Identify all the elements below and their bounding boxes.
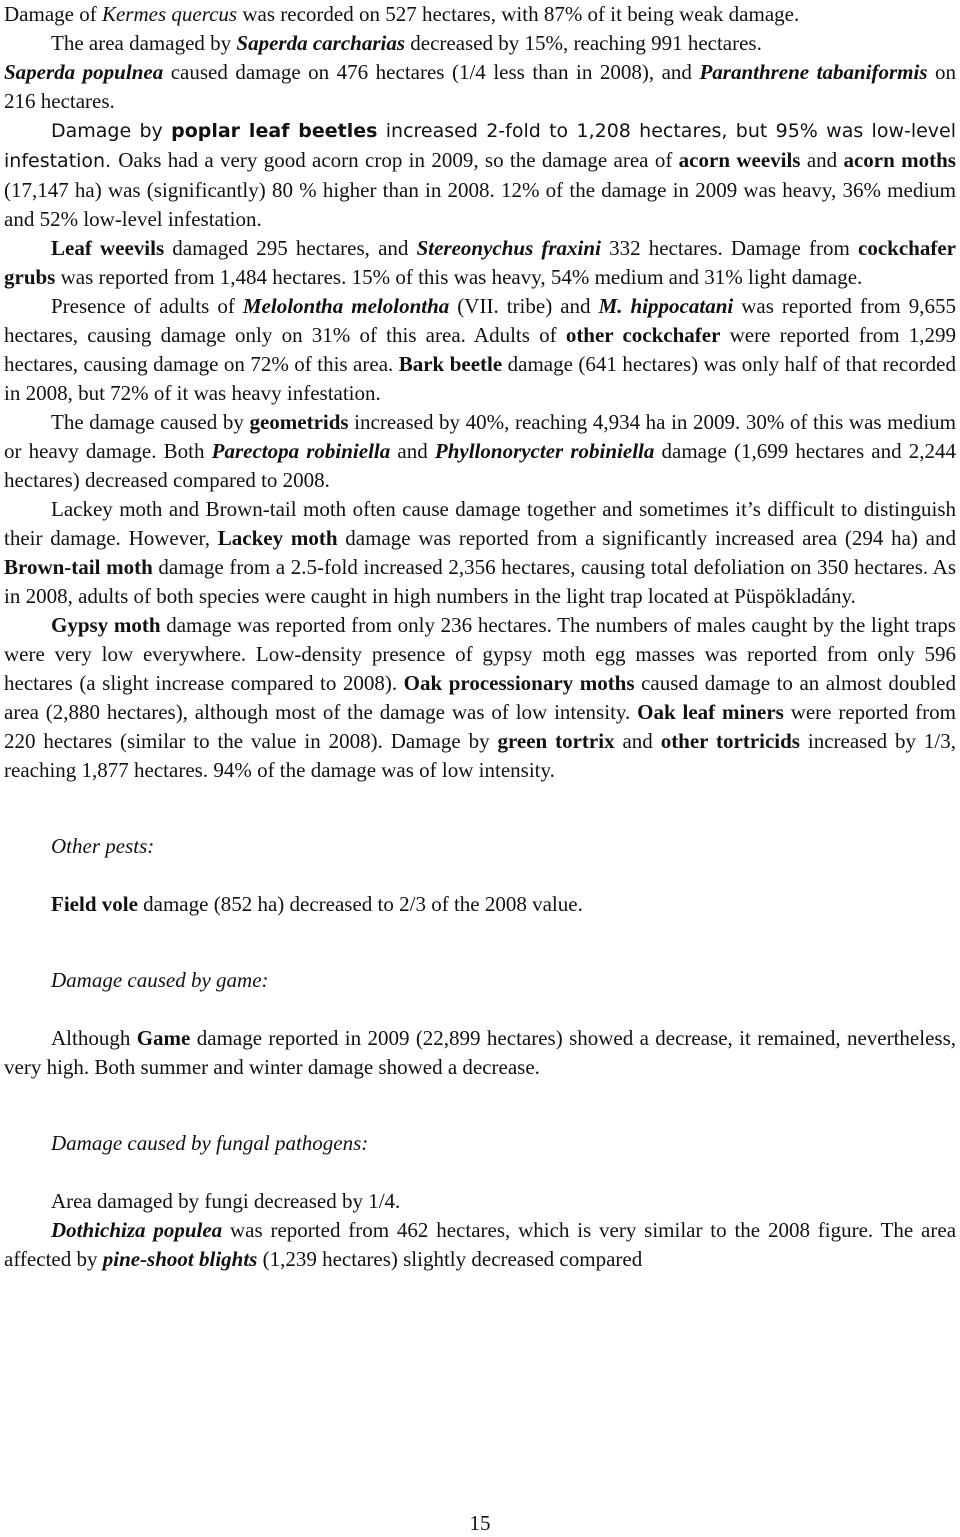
text: damage (852 ha) decreased to 2/3 of the 2008 value. — [137, 892, 583, 916]
pest-name: Game — [136, 1026, 191, 1050]
paragraph-saperda-carcharias — [4, 29, 956, 58]
spacer — [4, 995, 956, 1024]
paragraph-kermes — [4, 0, 956, 29]
section-heading-fungal-pathogens: Damage caused by fungal pathogens: — [51, 1131, 369, 1155]
paragraph-game — [4, 1024, 956, 1082]
pest-name: Lackey moth — [217, 526, 338, 550]
text: The damage caused by — [51, 410, 250, 434]
species-name: Phyllonorycter robiniella — [434, 439, 655, 463]
pest-name: Leaf weevils — [51, 236, 165, 260]
species-name: Stereonychus fraxini — [416, 236, 601, 260]
species-name: Parectopa robiniella — [211, 439, 391, 463]
pest-name: Field vole — [51, 892, 138, 916]
text: Oaks had a very good acorn crop in 2009, so the damage area of — [118, 148, 679, 172]
text: and — [390, 439, 435, 463]
text: and — [614, 729, 661, 753]
spacer — [4, 919, 956, 966]
text: Presence of adults of — [51, 294, 243, 318]
text: increased 2-fold to 1,208 hectares, but 95% was low-level infestation. — [4, 120, 957, 172]
text: 332 hectares. Damage from — [600, 236, 859, 260]
text: Although — [51, 1026, 137, 1050]
pest-name: Gypsy moth — [51, 613, 161, 637]
text: Lackey moth and Brown-tail moth often cause damage together and sometimes it’s difficult to distinguish their damage. However, — [4, 497, 956, 550]
text: decreased by 15%, reaching 991 hectares. — [405, 31, 762, 55]
spacer — [4, 785, 956, 832]
document-body — [4, 0, 956, 1274]
section-heading-other-pests: Other pests: — [51, 834, 155, 858]
species-name: Melolontha melolontha — [242, 294, 450, 318]
text: Damage of — [4, 2, 102, 26]
species-name: Dothichiza populea — [51, 1218, 223, 1242]
pest-name: Oak leaf miners — [637, 700, 784, 724]
pest-name: Brown-tail moth — [4, 555, 153, 579]
text: damage was reported from only 236 hectares. The numbers of males caught by the light traps were very low everywhere. Low-density presence of gypsy moth egg masses was reported from only 596 hectares (a slight increase compared to 2008). — [4, 613, 956, 695]
species-name: Saperda carcharias — [236, 31, 406, 55]
paragraph-lackey-moth — [4, 495, 956, 611]
text: Area damaged by fungi decreased by 1/4. — [51, 1189, 401, 1213]
text: and — [800, 148, 844, 172]
pest-name: Oak processionary moths — [403, 671, 635, 695]
text: were reported from 220 hectares (similar to the value in 2008). Damage by — [4, 700, 956, 753]
text: increased by 40%, reaching 4,934 ha in 2009. 30% of this was medium or heavy damage. Both — [4, 410, 956, 463]
text: (VII. tribe) and — [449, 294, 599, 318]
spacer — [4, 861, 956, 890]
pest-name: poplar leaf beetles — [171, 120, 378, 142]
pest-name: acorn weevils — [678, 148, 801, 172]
text: was reported from 462 hectares, which is very similar to the 2008 figure. The area affected by — [4, 1218, 957, 1271]
paragraph-poplar-leaf-beetles — [4, 116, 956, 234]
paragraph-melolontha — [4, 292, 956, 408]
text: (17,147 ha) was (significantly) 80 % higher than in 2008. 12% of the damage in 2009 was heavy, 36% medium and 52% low-level infestation. — [4, 178, 956, 231]
species-name: M. hippocatani — [598, 294, 734, 318]
paragraph-leaf-weevils — [4, 234, 956, 292]
paragraph-field-vole — [4, 890, 956, 919]
text: was recorded on 527 hectares, with 87% of it being weak damage. — [237, 2, 800, 26]
paragraph-dothichiza — [4, 1216, 956, 1274]
text: were reported from 1,299 hectares, causing damage on 72% of this area. — [4, 323, 957, 376]
paragraph-fungi — [4, 1187, 956, 1216]
pest-name: geometrids — [249, 410, 349, 434]
pest-name: other cockchafer — [565, 323, 721, 347]
pest-name: Bark beetle — [398, 352, 503, 376]
text: was reported from 1,484 hectares. 15% of this was heavy, 54% medium and 31% light damage. — [55, 265, 863, 289]
text: damage was reported from a significantly increased area (294 ha) and — [337, 526, 957, 550]
text: damage (1,699 hectares and 2,244 hectares) decreased compared to 2008. — [4, 439, 957, 492]
text: The area damaged by — [51, 31, 237, 55]
paragraph-geometrids — [4, 408, 956, 495]
paragraph-gypsy-moth — [4, 611, 956, 785]
spacer — [4, 1158, 956, 1187]
pest-name: cockchafer grubs — [4, 236, 956, 289]
pest-name: acorn moths — [843, 148, 956, 172]
text: damage from a 2.5-fold increased 2,356 hectares, causing total defoliation on 350 hectares. As in 2008, adults of both species were caught in high numbers in the light trap located at Püspökladány. — [4, 555, 956, 608]
text: (1,239 hectares) slightly decreased compared — [257, 1247, 643, 1271]
species-name: Kermes quercus — [101, 2, 238, 26]
page-number: 15 — [469, 1511, 491, 1535]
text: Damage by — [51, 120, 172, 142]
text: damage reported in 2009 (22,899 hectares) showed a decrease, it remained, nevertheless, very high. Both summer and winter damage showed a decrease. — [4, 1026, 956, 1079]
text: damage (641 hectares) was only half of that recorded in 2008, but 72% of it was heavy infestation. — [4, 352, 957, 405]
species-name: pine-shoot blights — [102, 1247, 258, 1271]
paragraph-saperda-populnea — [4, 58, 956, 116]
text: was reported from 9,655 hectares, causing damage only on 31% of this area. Adults of — [4, 294, 957, 347]
spacer — [4, 1082, 956, 1129]
text: damaged 295 hectares, and — [164, 236, 417, 260]
section-heading-game-damage: Damage caused by game: — [51, 968, 269, 992]
text: caused damage to an almost doubled area (2,880 hectares), although most of the damage was of low intensity. — [4, 671, 956, 724]
species-name: Paranthrene tabaniformis — [699, 60, 928, 84]
text: on 216 hectares. — [4, 60, 957, 113]
text: increased by 1/3, reaching 1,877 hectares. 94% of the damage was of low intensity. — [4, 729, 957, 782]
species-name: Saperda populnea — [4, 60, 164, 84]
text: caused damage on 476 hectares (1/4 less than in 2008), and — [163, 60, 700, 84]
pest-name: green tortrix — [497, 729, 615, 753]
pest-name: other tortricids — [660, 729, 800, 753]
